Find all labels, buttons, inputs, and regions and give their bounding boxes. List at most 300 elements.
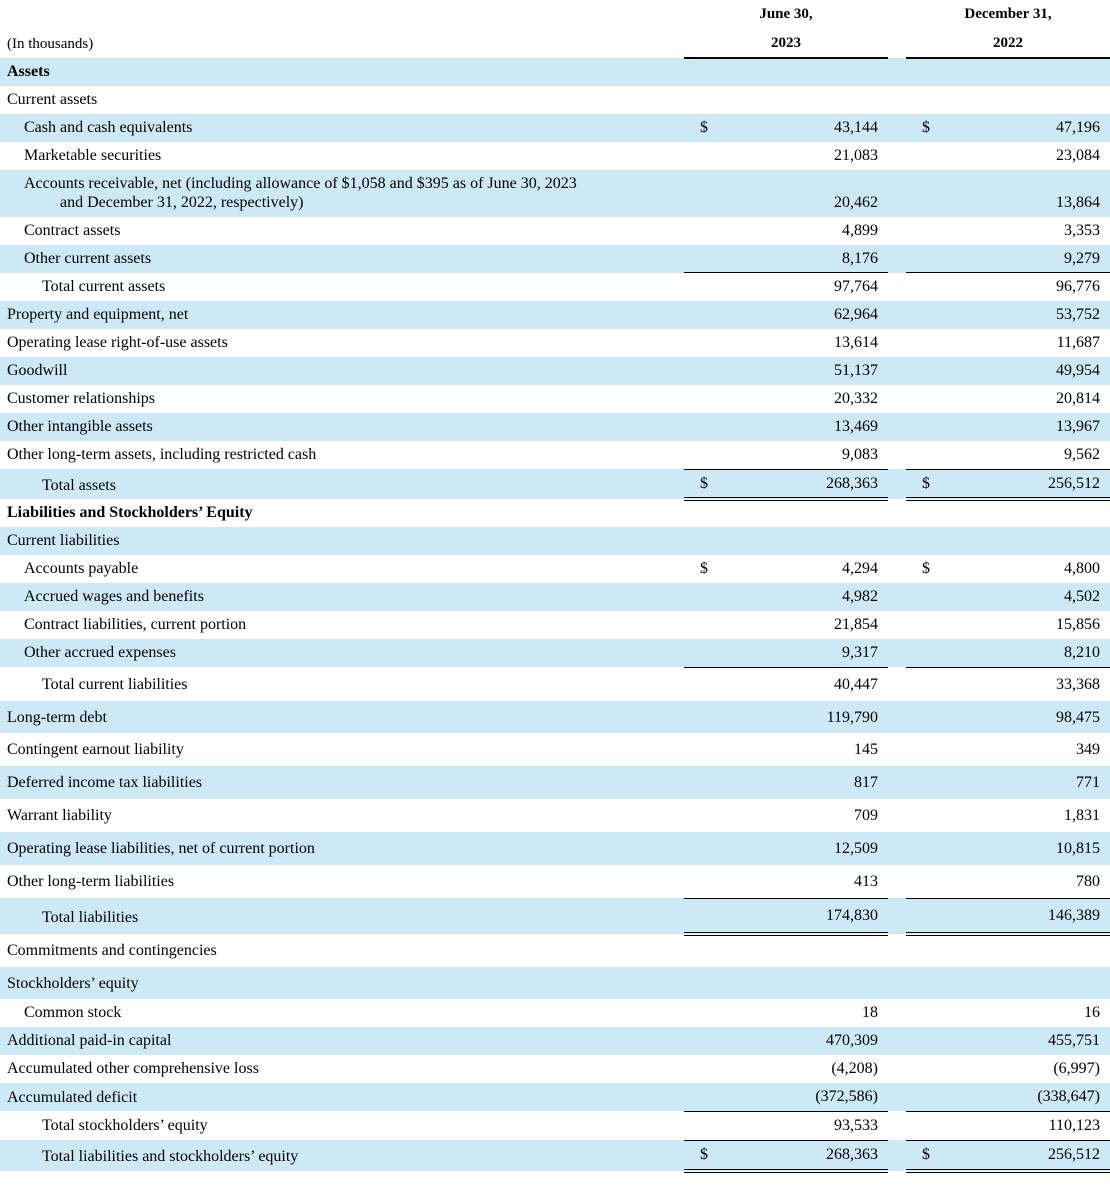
table-row [0, 142, 1110, 170]
value-2022: 98,475 [944, 701, 1110, 734]
column-gap [888, 865, 906, 898]
column-gap [888, 555, 906, 583]
table-row [0, 639, 1110, 667]
row-label-continuation: and December 31, 2022, respectively) [60, 193, 304, 211]
table-row [0, 667, 1110, 700]
row-label [0, 142, 684, 170]
value-2022: 349 [944, 733, 1110, 766]
row-label [0, 1027, 684, 1055]
value-2023: 20,462 [722, 170, 888, 217]
value-2022: 455,751 [944, 1027, 1110, 1055]
dollar-sign-2022 [906, 413, 944, 441]
value-2022: 53,752 [944, 301, 1110, 329]
row-label-text: Contract assets [24, 221, 121, 239]
row-label-text: Other long-term liabilities [7, 873, 175, 891]
table-row [0, 799, 1110, 832]
column-gap [888, 273, 906, 301]
dollar-sign-2023 [684, 1083, 722, 1111]
value-2022: 10,815 [944, 832, 1110, 865]
column-gap [888, 357, 906, 385]
value-2023: 4,294 [722, 555, 888, 583]
value-2023: 13,614 [722, 329, 888, 357]
header-spacer [0, 0, 684, 29]
value-2023: 21,854 [722, 611, 888, 639]
dollar-sign-2023 [684, 86, 722, 114]
header-row-years [0, 29, 1110, 59]
row-label [0, 217, 684, 245]
value-2022: 13,864 [944, 170, 1110, 217]
row-label-text: Commitments and contingencies [7, 941, 217, 959]
table-row [0, 1055, 1110, 1083]
row-label [0, 611, 684, 639]
dollar-sign-2022: $ [906, 469, 944, 499]
column-gap [888, 701, 906, 734]
row-label [0, 58, 684, 86]
row-label [0, 273, 684, 301]
dollar-sign-2023: $ [684, 555, 722, 583]
value-2022: 9,279 [944, 245, 1110, 273]
table-row [0, 967, 1110, 1000]
dollar-sign-2022 [906, 865, 944, 898]
column-gap [888, 799, 906, 832]
dollar-sign-2022: $ [906, 114, 944, 142]
value-2023: (4,208) [722, 1055, 888, 1083]
value-2023: 43,144 [722, 114, 888, 142]
column-gap [888, 934, 906, 967]
value-2023: 93,533 [722, 1111, 888, 1140]
value-2023: 18 [722, 999, 888, 1027]
dollar-sign-2022 [906, 766, 944, 799]
value-2022: 771 [944, 766, 1110, 799]
dollar-sign-2023 [684, 301, 722, 329]
column-gap [888, 527, 906, 555]
row-label-text: Cash and cash equivalents [24, 119, 193, 137]
dollar-sign-2022 [906, 499, 944, 527]
column-gap [888, 217, 906, 245]
row-label [0, 766, 684, 799]
dollar-sign-2023 [684, 527, 722, 555]
dollar-sign-2023 [684, 667, 722, 700]
value-2023: 709 [722, 799, 888, 832]
row-label [0, 733, 684, 766]
value-2023: 817 [722, 766, 888, 799]
table-row [0, 898, 1110, 933]
value-2023: 8,176 [722, 245, 888, 273]
column-gap [888, 1111, 906, 1140]
column-gap [888, 967, 906, 1000]
dollar-sign-2023 [684, 217, 722, 245]
row-label-text: Long-term debt [7, 708, 107, 726]
column-header-june-30: June 30, [684, 0, 888, 29]
row-label [0, 583, 684, 611]
row-label-text: Total stockholders’ equity [42, 1117, 208, 1135]
column-gap [888, 329, 906, 357]
row-label [0, 967, 684, 1000]
table-row [0, 114, 1110, 142]
value-2023: 97,764 [722, 273, 888, 301]
dollar-sign-2023 [684, 583, 722, 611]
row-label-text: Other accrued expenses [24, 644, 176, 662]
value-2023: 51,137 [722, 357, 888, 385]
table-row [0, 999, 1110, 1027]
dollar-sign-2023 [684, 499, 722, 527]
dollar-sign-2022 [906, 967, 944, 1000]
column-gap [888, 170, 906, 217]
row-label [0, 301, 684, 329]
value-2022: (6,997) [944, 1055, 1110, 1083]
dollar-sign-2022 [906, 301, 944, 329]
row-label [0, 86, 684, 114]
dollar-sign-2023 [684, 413, 722, 441]
value-2022: 47,196 [944, 114, 1110, 142]
value-2022 [944, 527, 1110, 555]
table-row [0, 527, 1110, 555]
dollar-sign-2023 [684, 766, 722, 799]
dollar-sign-2023 [684, 142, 722, 170]
table-row [0, 217, 1110, 245]
dollar-sign-2022: $ [906, 1140, 944, 1170]
dollar-sign-2022 [906, 611, 944, 639]
column-gap [888, 86, 906, 114]
value-2023: 12,509 [722, 832, 888, 865]
row-label-text: Liabilities and Stockholders’ Equity [7, 504, 253, 522]
row-label [0, 934, 684, 967]
table-header [0, 0, 1110, 58]
value-2022 [944, 86, 1110, 114]
column-header-2023: 2023 [684, 29, 888, 59]
column-gap [888, 29, 906, 59]
row-label-text: Total current assets [42, 278, 166, 296]
in-thousands-label: (In thousands) [0, 29, 684, 59]
dollar-sign-2022 [906, 898, 944, 933]
dollar-sign-2023 [684, 1027, 722, 1055]
value-2023 [722, 499, 888, 527]
row-label-text: Operating lease liabilities, net of current portion [7, 840, 315, 857]
value-2023: 62,964 [722, 301, 888, 329]
dollar-sign-2022 [906, 58, 944, 86]
value-2022: 110,123 [944, 1111, 1110, 1140]
dollar-sign-2023 [684, 865, 722, 898]
value-2023 [722, 58, 888, 86]
row-label-text: Accounts receivable, net (including allowance of $1,058 and $395 as of June 30, 2023 [24, 174, 577, 192]
column-gap [888, 441, 906, 469]
value-2023: 13,469 [722, 413, 888, 441]
table-row [0, 245, 1110, 273]
table-row [0, 469, 1110, 499]
row-label-text: Other current assets [24, 250, 152, 267]
value-2022: 16 [944, 999, 1110, 1027]
value-2022: 3,353 [944, 217, 1110, 245]
column-gap [888, 1083, 906, 1111]
row-label-text: Assets [7, 63, 50, 81]
value-2022: 33,368 [944, 667, 1110, 700]
value-2022: 20,814 [944, 385, 1110, 413]
row-label-text: Accumulated other comprehensive loss [7, 1060, 259, 1078]
dollar-sign-2023 [684, 357, 722, 385]
row-label-text: Contract liabilities, current portion [24, 615, 247, 633]
column-gap [888, 733, 906, 766]
row-label [0, 1140, 684, 1170]
row-label [0, 639, 684, 667]
dollar-sign-2022 [906, 1027, 944, 1055]
table-row [0, 170, 1110, 217]
dollar-sign-2022 [906, 170, 944, 217]
row-label [0, 114, 684, 142]
value-2022: 49,954 [944, 357, 1110, 385]
table-row [0, 441, 1110, 469]
row-label-text: Other intangible assets [7, 417, 153, 435]
dollar-sign-2023: $ [684, 114, 722, 142]
table-row [0, 385, 1110, 413]
value-2023: 40,447 [722, 667, 888, 700]
row-label [0, 499, 684, 527]
table-row [0, 865, 1110, 898]
row-label-text: Total current liabilities [42, 675, 188, 693]
column-gap [888, 114, 906, 142]
value-2023: 21,083 [722, 142, 888, 170]
row-label [0, 527, 684, 555]
table-row [0, 58, 1110, 86]
row-label-text: Operating lease right-of-use assets [7, 334, 228, 352]
column-gap [888, 766, 906, 799]
row-label [0, 357, 684, 385]
value-2022: 96,776 [944, 273, 1110, 301]
table-row [0, 1140, 1110, 1170]
value-2022: 9,562 [944, 441, 1110, 469]
row-label [0, 329, 684, 357]
column-gap [888, 583, 906, 611]
table-row [0, 357, 1110, 385]
row-label [0, 701, 684, 734]
table-row [0, 273, 1110, 301]
dollar-sign-2022 [906, 832, 944, 865]
dollar-sign-2022 [906, 245, 944, 273]
row-label-text: Warrant liability [7, 807, 112, 825]
column-gap [888, 832, 906, 865]
header-row-dates [0, 0, 1110, 29]
row-label [0, 667, 684, 700]
table-row [0, 611, 1110, 639]
table-row [0, 766, 1110, 799]
column-header-december-31: December 31, [906, 0, 1110, 29]
value-2022 [944, 499, 1110, 527]
dollar-sign-2022 [906, 1111, 944, 1140]
column-header-2022: 2022 [906, 29, 1110, 59]
row-label [0, 1083, 684, 1111]
value-2022 [944, 58, 1110, 86]
dollar-sign-2022 [906, 329, 944, 357]
dollar-sign-2022 [906, 934, 944, 967]
dollar-sign-2023 [684, 799, 722, 832]
table-row [0, 583, 1110, 611]
value-2023: 4,982 [722, 583, 888, 611]
dollar-sign-2023 [684, 1055, 722, 1083]
value-2023: 268,363 [722, 1140, 888, 1170]
row-label-text: Total assets [42, 476, 116, 494]
value-2022: 15,856 [944, 611, 1110, 639]
dollar-sign-2022 [906, 217, 944, 245]
table-row [0, 733, 1110, 766]
dollar-sign-2023 [684, 967, 722, 1000]
row-label-text: Goodwill [7, 362, 68, 379]
dollar-sign-2023 [684, 1111, 722, 1140]
column-gap [888, 1027, 906, 1055]
column-gap [888, 0, 906, 29]
row-label-text: Accumulated deficit [7, 1088, 138, 1106]
dollar-sign-2022 [906, 273, 944, 301]
value-2023 [722, 967, 888, 1000]
value-2023: (372,586) [722, 1083, 888, 1111]
column-gap [888, 611, 906, 639]
table-row [0, 301, 1110, 329]
column-gap [888, 499, 906, 527]
dollar-sign-2022 [906, 527, 944, 555]
dollar-sign-2023 [684, 639, 722, 667]
value-2023: 174,830 [722, 898, 888, 933]
table-row [0, 555, 1110, 583]
dollar-sign-2022 [906, 733, 944, 766]
dollar-sign-2022: $ [906, 555, 944, 583]
row-label-text: Marketable securities [24, 147, 162, 164]
row-label-text: Customer relationships [7, 389, 155, 407]
row-label [0, 469, 684, 499]
column-gap [888, 58, 906, 86]
row-label-text: Accrued wages and benefits [24, 588, 204, 605]
value-2022: 146,389 [944, 898, 1110, 933]
row-label [0, 832, 684, 865]
value-2023 [722, 527, 888, 555]
column-gap [888, 413, 906, 441]
column-gap [888, 1140, 906, 1170]
row-label-text: Stockholders’ equity [7, 974, 139, 992]
column-gap [888, 667, 906, 700]
row-label [0, 1111, 684, 1140]
row-label [0, 555, 684, 583]
row-label [0, 865, 684, 898]
dollar-sign-2022 [906, 999, 944, 1027]
dollar-sign-2023 [684, 611, 722, 639]
row-label-text: Accounts payable [24, 560, 139, 578]
dollar-sign-2023 [684, 934, 722, 967]
dollar-sign-2023: $ [684, 469, 722, 499]
value-2023: 9,083 [722, 441, 888, 469]
column-gap [888, 385, 906, 413]
dollar-sign-2022 [906, 583, 944, 611]
value-2022: 13,967 [944, 413, 1110, 441]
value-2022: (338,647) [944, 1083, 1110, 1111]
dollar-sign-2023 [684, 245, 722, 273]
column-gap [888, 469, 906, 499]
dollar-sign-2023 [684, 329, 722, 357]
row-label [0, 898, 684, 933]
row-label [0, 245, 684, 273]
table-row [0, 934, 1110, 967]
column-gap [888, 301, 906, 329]
row-label-text: Common stock [24, 1004, 122, 1022]
value-2023 [722, 934, 888, 967]
dollar-sign-2022 [906, 639, 944, 667]
row-label [0, 1055, 684, 1083]
value-2022: 11,687 [944, 329, 1110, 357]
column-gap [888, 245, 906, 273]
row-label [0, 441, 684, 469]
row-label [0, 999, 684, 1027]
table-row [0, 499, 1110, 527]
dollar-sign-2023 [684, 832, 722, 865]
value-2022: 23,084 [944, 142, 1110, 170]
row-label-text: Total liabilities and stockholders’ equity [42, 1147, 299, 1165]
column-gap [888, 1055, 906, 1083]
dollar-sign-2023: $ [684, 1140, 722, 1170]
dollar-sign-2023 [684, 701, 722, 734]
value-2022: 4,502 [944, 583, 1110, 611]
value-2022 [944, 934, 1110, 967]
value-2022: 780 [944, 865, 1110, 898]
dollar-sign-2022 [906, 142, 944, 170]
row-label-text: Property and equipment, net [7, 306, 189, 324]
dollar-sign-2023 [684, 733, 722, 766]
value-2022: 256,512 [944, 469, 1110, 499]
table-row [0, 86, 1110, 114]
value-2023: 145 [722, 733, 888, 766]
row-label [0, 385, 684, 413]
table-row [0, 1111, 1110, 1140]
row-label [0, 413, 684, 441]
row-label-text: Total liabilities [42, 908, 139, 926]
row-label-text: Deferred income tax liabilities [7, 774, 203, 792]
dollar-sign-2022 [906, 86, 944, 114]
table-row [0, 329, 1110, 357]
dollar-sign-2023 [684, 170, 722, 217]
value-2022: 8,210 [944, 639, 1110, 667]
dollar-sign-2023 [684, 898, 722, 933]
dollar-sign-2022 [906, 385, 944, 413]
column-gap [888, 999, 906, 1027]
value-2023: 413 [722, 865, 888, 898]
value-2023: 9,317 [722, 639, 888, 667]
value-2023: 20,332 [722, 385, 888, 413]
value-2022: 4,800 [944, 555, 1110, 583]
row-label-text: Current assets [7, 91, 98, 109]
row-label-text: Additional paid-in capital [7, 1032, 172, 1050]
row-label [0, 799, 684, 832]
row-label-text: Other long-term assets, including restricted cash [7, 446, 317, 464]
value-2022 [944, 967, 1110, 1000]
dollar-sign-2023 [684, 58, 722, 86]
table-body [0, 58, 1110, 1170]
column-gap [888, 898, 906, 933]
dollar-sign-2022 [906, 799, 944, 832]
dollar-sign-2022 [906, 1083, 944, 1111]
dollar-sign-2022 [906, 357, 944, 385]
dollar-sign-2023 [684, 441, 722, 469]
table-row [0, 832, 1110, 865]
table-row [0, 1083, 1110, 1111]
dollar-sign-2023 [684, 999, 722, 1027]
column-gap [888, 142, 906, 170]
dollar-sign-2022 [906, 441, 944, 469]
value-2022: 1,831 [944, 799, 1110, 832]
column-gap [888, 639, 906, 667]
dollar-sign-2022 [906, 1055, 944, 1083]
dollar-sign-2023 [684, 385, 722, 413]
dollar-sign-2022 [906, 701, 944, 734]
value-2023: 268,363 [722, 469, 888, 499]
dollar-sign-2023 [684, 273, 722, 301]
table-row [0, 701, 1110, 734]
row-label [0, 170, 684, 217]
value-2022: 256,512 [944, 1140, 1110, 1170]
